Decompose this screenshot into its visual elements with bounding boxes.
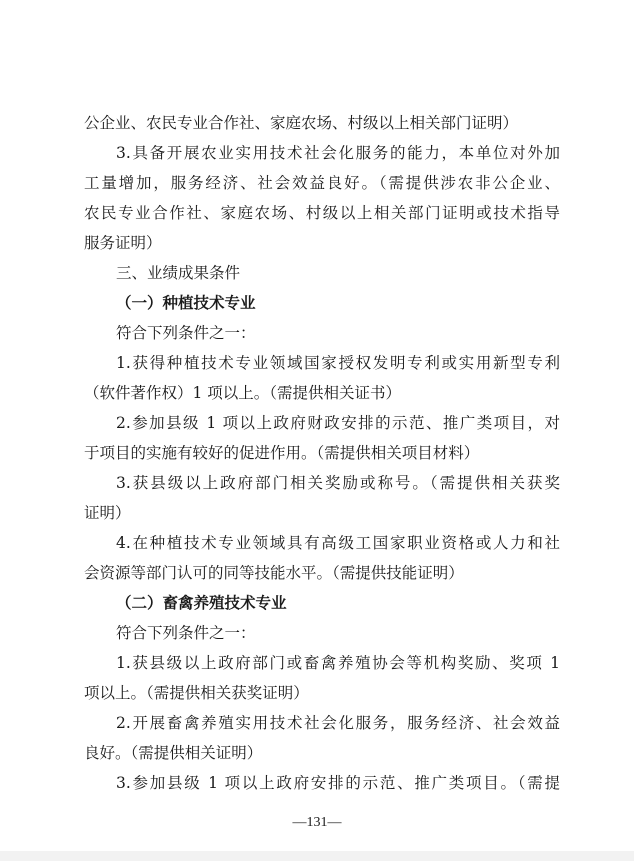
text-line: 良好。（需提供相关证明）	[84, 744, 263, 762]
text-line: 工量增加，服务经济、社会效益良好。（需提供涉农非公企业、	[84, 174, 560, 192]
text-line: 证明）	[84, 504, 131, 522]
text-line: 1.获得种植技术专业领域国家授权发明专利或实用新型专利	[116, 354, 560, 372]
subsection-heading: （二）畜禽养殖技术专业	[116, 593, 287, 612]
text-line: 公企业、农民专业合作社、家庭农场、村级以上相关部门证明）	[84, 114, 519, 132]
text-line: 3.获县级以上政府部门相关奖励或称号。（需提供相关获奖	[116, 474, 560, 492]
text-line: 农民专业合作社、家庭农场、村级以上相关部门证明或技术指导	[84, 204, 560, 222]
text-line: 3.具备开展农业实用技术社会化服务的能力，本单位对外加	[116, 144, 560, 162]
text-line: 会资源等部门认可的同等技能水平。（需提供技能证明）	[84, 564, 464, 582]
page-edge	[0, 851, 634, 861]
section-heading: 三、业绩成果条件	[116, 264, 241, 282]
text-line: 2.参加县级 1 项以上政府财政安排的示范、推广类项目，对	[116, 414, 560, 432]
text-line: 2.开展畜禽养殖实用技术社会化服务，服务经济、社会效益	[116, 714, 560, 732]
subsection-heading: （一）种植技术专业	[116, 293, 256, 312]
text-line: 服务证明）	[84, 234, 162, 252]
text-line: （软件著作权）1 项以上。（需提供相关证书）	[84, 384, 402, 402]
page-number: —131—	[292, 815, 342, 830]
text-line: 符合下列条件之一：	[116, 324, 256, 342]
text-line: 3.参加县级 1 项以上政府安排的示范、推广类项目。（需提	[116, 774, 560, 792]
text-line: 项以上。（需提供相关获奖证明）	[84, 684, 309, 702]
text-line: 1.获县级以上政府部门或畜禽养殖协会等机构奖励、奖项 1	[116, 654, 560, 672]
text-line: 符合下列条件之一：	[116, 624, 256, 642]
text-line: 4.在种植技术专业领域具有高级工国家职业资格或人力和社	[116, 534, 560, 552]
text-line: 于项目的实施有较好的促进作用。（需提供相关项目材料）	[84, 444, 480, 462]
page-body	[84, 108, 560, 798]
